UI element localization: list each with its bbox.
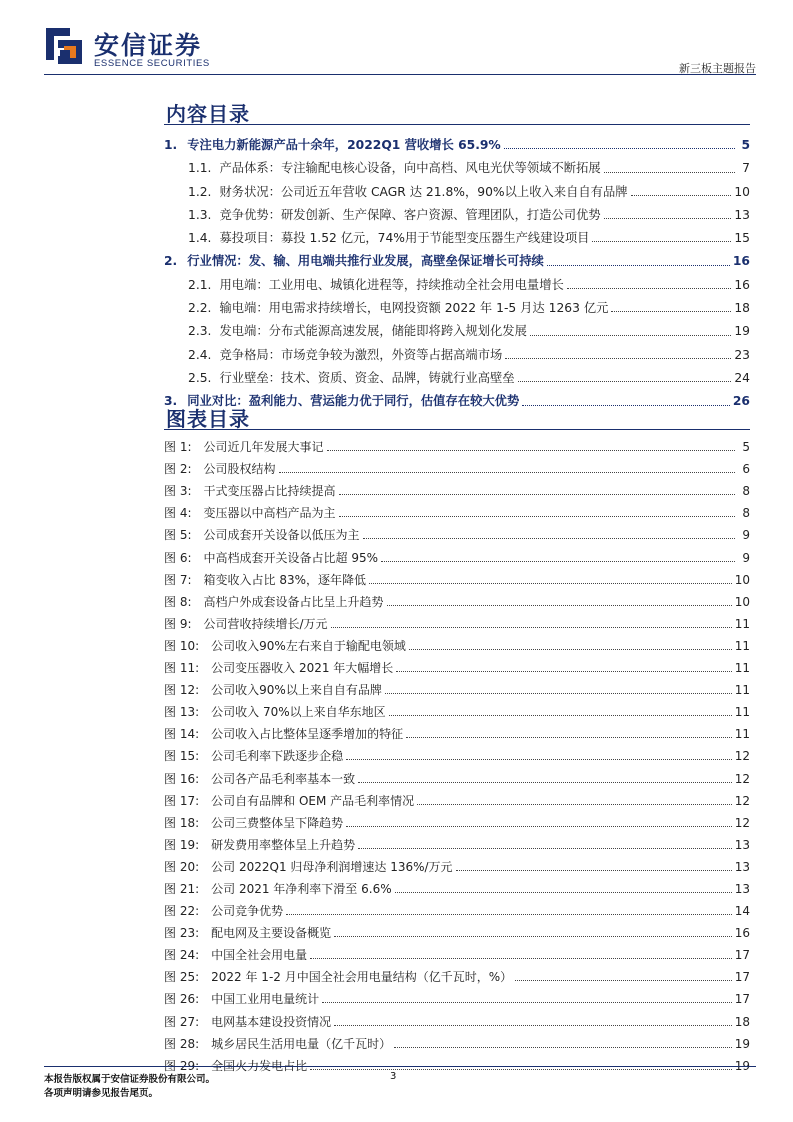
entry-page-number: 17: [734, 948, 750, 963]
entry-number: 图 17:: [164, 793, 200, 808]
logo-chinese-name: 安信证券: [94, 31, 203, 60]
dot-leader: [631, 195, 732, 196]
entry-number: 图 1:: [164, 440, 192, 455]
entry-page-number: 11: [734, 727, 750, 742]
entry-number: 2.: [164, 254, 178, 269]
entry-number: 图 25:: [164, 970, 200, 985]
entry-number: 图 16:: [164, 771, 200, 786]
entry-number: 2.5.: [188, 370, 212, 385]
essence-logo-icon: [44, 26, 84, 66]
toc-title: 内容目录: [166, 102, 250, 126]
entry-title: 城乡居民生活用电量（亿千瓦时）: [211, 1036, 392, 1051]
entry-page-number: 13: [734, 837, 750, 852]
entry-page-number: 15: [734, 231, 750, 246]
dot-leader: [331, 627, 732, 628]
dot-leader: [530, 335, 731, 336]
entry-page-number: 10: [734, 594, 750, 609]
entry-page-number: 19: [734, 1058, 750, 1073]
toc-subsection-entry[interactable]: [164, 268, 750, 291]
entry-page-number: 26: [732, 394, 750, 409]
entry-page-number: 9: [742, 550, 750, 565]
list-of-figures: [164, 431, 750, 1072]
entry-title: 公司收入 70%以上来自华东地区: [211, 705, 386, 720]
figure-list-entry[interactable]: [164, 475, 750, 497]
footer-divider: [44, 1066, 756, 1067]
toc-subsection-entry[interactable]: [164, 198, 750, 221]
entry-number: 图 4:: [164, 506, 192, 521]
entry-page-number: 12: [734, 749, 750, 764]
entry-number: 2.4.: [188, 347, 212, 362]
entry-page-number: 8: [742, 506, 750, 521]
entry-number: 图 5:: [164, 528, 192, 543]
toc-section-entry[interactable]: [164, 128, 750, 151]
entry-page-number: 10: [734, 184, 750, 199]
entry-number: 图 8:: [164, 594, 192, 609]
dot-leader: [522, 405, 730, 406]
entry-number: 图 9:: [164, 616, 192, 631]
entry-title: 箱变收入占比 83%，逐年降低: [203, 572, 366, 587]
figure-list-entry[interactable]: [164, 939, 750, 961]
dot-leader: [279, 472, 735, 473]
figure-list-entry[interactable]: [164, 917, 750, 939]
entry-number: 2.1.: [188, 277, 212, 292]
entry-title: 公司 2021 年净利率下滑至 6.6%: [211, 881, 392, 896]
entry-page-number: 12: [734, 771, 750, 786]
entry-title: 电网基本建设投资情况: [211, 1014, 332, 1029]
figure-list-entry[interactable]: [164, 652, 750, 674]
entry-page-number: 19: [734, 1036, 750, 1051]
figure-list-entry[interactable]: [164, 851, 750, 873]
entry-title: 公司收入占比整体呈逐季增加的特征: [211, 727, 404, 742]
entry-title: 公司 2022Q1 归母净利润增速达 136%/万元: [211, 859, 453, 874]
entry-title: 公司三费整体呈下降趋势: [211, 815, 344, 830]
entry-number: 图 10:: [164, 638, 200, 653]
figure-list-entry[interactable]: [164, 740, 750, 762]
entry-title: 竞争格局：市场竞争较为激烈，外资等占据高端市场: [219, 347, 503, 362]
dot-leader: [396, 671, 731, 672]
entry-title: 变压器以中高档产品为主: [203, 506, 336, 521]
figure-list-entry[interactable]: [164, 519, 750, 541]
entry-page-number: 11: [734, 683, 750, 698]
figure-list-entry[interactable]: [164, 541, 750, 563]
entry-title: 财务状况：公司近五年营收 CAGR 达 21.8%，90%以上收入来自自有品牌: [219, 184, 628, 199]
dot-leader: [339, 516, 735, 517]
dot-leader: [358, 782, 732, 783]
dot-leader: [381, 561, 735, 562]
entry-title: 研发费用率整体呈上升趋势: [211, 837, 356, 852]
entry-number: 图 7:: [164, 572, 192, 587]
toc-section-entry[interactable]: [164, 244, 750, 267]
entry-page-number: 17: [734, 970, 750, 985]
dot-leader: [286, 914, 732, 915]
entry-page-number: 12: [734, 793, 750, 808]
entry-title: 公司变压器收入 2021 年大幅增长: [211, 661, 394, 676]
entry-page-number: 10: [734, 572, 750, 587]
entry-number: 图 21:: [164, 881, 200, 896]
logo-english-name: ESSENCE SECURITIES: [94, 58, 210, 69]
entry-number: 2.2.: [188, 301, 212, 316]
entry-number: 图 23:: [164, 926, 200, 941]
entry-number: 图 26:: [164, 992, 200, 1007]
figure-list-entry[interactable]: [164, 873, 750, 895]
entry-page-number: 16: [732, 254, 750, 269]
entry-number: 图 18:: [164, 815, 200, 830]
dot-leader: [389, 715, 732, 716]
entry-page-number: 11: [734, 705, 750, 720]
dot-leader: [518, 381, 732, 382]
figure-list-entry[interactable]: [164, 807, 750, 829]
entry-page-number: 13: [734, 881, 750, 896]
dot-leader: [604, 218, 732, 219]
entry-number: 图 12:: [164, 683, 200, 698]
entry-page-number: 14: [734, 904, 750, 919]
entry-title: 产品体系：专注输配电核心设备，向中高档、风电光伏等领域不断拓展: [219, 161, 601, 176]
dot-leader: [385, 693, 732, 694]
entry-number: 图 3:: [164, 484, 192, 499]
figure-list-entry[interactable]: [164, 983, 750, 1005]
figure-list-entry[interactable]: [164, 608, 750, 630]
entry-number: 图 28:: [164, 1036, 200, 1051]
entry-title: 公司成套开关设备以低压为主: [203, 528, 360, 543]
dot-leader: [395, 892, 732, 893]
dot-leader: [417, 804, 732, 805]
figure-list-entry[interactable]: [164, 829, 750, 851]
dot-leader: [322, 1002, 732, 1003]
entry-page-number: 8: [742, 484, 750, 499]
entry-page-number: 13: [734, 859, 750, 874]
figure-list-entry[interactable]: [164, 453, 750, 475]
figure-list-entry[interactable]: [164, 1005, 750, 1027]
entry-title: 行业情况：发、输、用电端共推行业发展，高壁垒保证增长可持续: [187, 254, 544, 269]
toc-title-divider: [164, 124, 750, 125]
disclaimer-note: 各项声明请参见报告尾页。: [44, 1088, 159, 1099]
entry-page-number: 11: [734, 638, 750, 653]
dot-leader: [339, 494, 735, 495]
figure-list-entry[interactable]: [164, 497, 750, 519]
entry-number: 3.: [164, 394, 178, 409]
entry-title: 中国全社会用电量: [211, 948, 308, 963]
dot-leader: [409, 649, 732, 650]
dot-leader: [504, 148, 735, 149]
header-divider: [44, 74, 756, 75]
dot-leader: [334, 936, 732, 937]
dot-leader: [611, 311, 731, 312]
entry-number: 1.4.: [188, 231, 212, 246]
dot-leader: [358, 848, 732, 849]
entry-number: 图 19:: [164, 837, 200, 852]
dot-leader: [369, 583, 732, 584]
figure-list-entry[interactable]: [164, 785, 750, 807]
figure-list-entry[interactable]: [164, 1028, 750, 1050]
entry-page-number: 24: [734, 370, 750, 385]
entry-title: 公司收入90%以上来自自有品牌: [211, 683, 382, 698]
entry-page-number: 7: [742, 161, 750, 176]
entry-number: 1.3.: [188, 207, 212, 222]
entry-title: 公司各产品毛利率基本一致: [211, 771, 356, 786]
toc-subsection-entry[interactable]: [164, 291, 750, 314]
entry-page-number: 6: [742, 462, 750, 477]
entry-title: 竞争优势：研发创新、生产保障、客户资源、管理团队，打造公司优势: [219, 207, 601, 222]
figure-list-entry[interactable]: [164, 762, 750, 784]
toc-subsection-entry[interactable]: [164, 361, 750, 384]
figure-list-entry[interactable]: [164, 696, 750, 718]
figure-list-entry[interactable]: [164, 718, 750, 740]
entry-number: 1.2.: [188, 184, 212, 199]
entry-number: 图 15:: [164, 749, 200, 764]
toc-subsection-entry[interactable]: [164, 151, 750, 174]
dot-leader: [310, 1069, 732, 1070]
entry-page-number: 11: [734, 661, 750, 676]
dot-leader: [334, 1025, 732, 1026]
copyright-note: 本报告版权属于安信证券股份有限公司。: [44, 1074, 216, 1085]
entry-title: 发电端：分布式能源高速发展，储能即将跨入规划化发展: [219, 324, 527, 339]
entry-number: 图 22:: [164, 904, 200, 919]
figure-list-entry[interactable]: [164, 961, 750, 983]
entry-title: 2022 年 1-2 月中国全社会用电量结构（亿千瓦时，%）: [211, 970, 513, 985]
toc-subsection-entry[interactable]: [164, 175, 750, 198]
entry-page-number: 5: [742, 440, 750, 455]
entry-number: 1.: [164, 138, 178, 152]
dot-leader: [310, 958, 732, 959]
entry-title: 中高档成套开关设备占比超 95%: [203, 550, 378, 565]
entry-title: 公司营收持续增长/万元: [203, 616, 328, 631]
entry-title: 募投项目：募投 1.52 亿元，74%用于节能型变压器生产线建设项目: [219, 231, 590, 246]
entry-number: 1.1.: [188, 161, 212, 176]
entry-title: 公司自有品牌和 OEM 产品毛利率情况: [211, 793, 415, 808]
entry-page-number: 16: [734, 926, 750, 941]
entry-title: 配电网及主要设备概览: [211, 926, 332, 941]
entry-page-number: 18: [734, 1014, 750, 1029]
entry-title: 公司竞争优势: [211, 904, 284, 919]
entry-title: 干式变压器占比持续提高: [203, 484, 336, 499]
dot-leader: [387, 605, 732, 606]
figure-list-entry[interactable]: [164, 895, 750, 917]
dot-leader: [456, 870, 732, 871]
entry-number: 图 13:: [164, 705, 200, 720]
figures-title: 图表目录: [166, 407, 250, 431]
entry-number: 图 24:: [164, 948, 200, 963]
entry-page-number: 17: [734, 992, 750, 1007]
entry-title: 输电端：用电需求持续增长，电网投资额 2022 年 1-5 月达 1263 亿元: [219, 301, 609, 316]
entry-title: 公司毛利率下跌逐步企稳: [211, 749, 344, 764]
figure-list-entry[interactable]: [164, 1050, 750, 1072]
table-of-contents: [164, 128, 750, 408]
dot-leader: [346, 759, 732, 760]
entry-number: 图 14:: [164, 727, 200, 742]
dot-leader: [505, 358, 731, 359]
entry-page-number: 23: [734, 347, 750, 362]
toc-subsection-entry[interactable]: [164, 221, 750, 244]
entry-title: 用电端：工业用电、城镇化进程等，持续推动全社会用电量增长: [219, 277, 564, 292]
entry-page-number: 9: [742, 528, 750, 543]
dot-leader: [547, 265, 730, 266]
toc-subsection-entry[interactable]: [164, 338, 750, 361]
toc-section-entry[interactable]: [164, 384, 750, 407]
entry-page-number: 19: [734, 324, 750, 339]
entry-title: 高档户外成套设备占比呈上升趋势: [203, 594, 384, 609]
entry-number: 图 2:: [164, 462, 192, 477]
dot-leader: [394, 1047, 732, 1048]
entry-title: 公司近几年发展大事记: [203, 440, 324, 455]
entry-title: 同业对比：盈利能力、营运能力优于同行，估值存在较大优势: [187, 394, 520, 409]
entry-page-number: 11: [734, 616, 750, 631]
dot-leader: [567, 288, 732, 289]
entry-page-number: 16: [734, 277, 750, 292]
entry-number: 图 29:: [164, 1058, 200, 1073]
dot-leader: [592, 241, 731, 242]
entry-title: 行业壁垒：技术、资质、资金、品牌，铸就行业高壁垒: [219, 370, 515, 385]
report-type-label: 新三板主题报告: [679, 62, 756, 75]
entry-number: 图 27:: [164, 1014, 200, 1029]
page-header: [44, 22, 756, 78]
entry-title: 公司收入90%左右来自于输配电领域: [211, 638, 406, 653]
entry-title: 公司股权结构: [203, 462, 276, 477]
figure-list-entry[interactable]: [164, 674, 750, 696]
dot-leader: [604, 172, 735, 173]
dot-leader: [327, 450, 735, 451]
entry-title: 中国工业用电量统计: [211, 992, 320, 1007]
entry-title: 专注电力新能源产品十余年，2022Q1 营收增长 65.9%: [187, 138, 501, 152]
toc-subsection-entry[interactable]: [164, 314, 750, 337]
figure-list-entry[interactable]: [164, 586, 750, 608]
entry-page-number: 12: [734, 815, 750, 830]
entry-page-number: 13: [734, 207, 750, 222]
dot-leader: [346, 826, 732, 827]
entry-number: 图 6:: [164, 550, 192, 565]
dot-leader: [515, 980, 732, 981]
entry-title: 全国火力发电占比: [211, 1058, 308, 1073]
entry-number: 2.3.: [188, 324, 212, 339]
entry-page-number: 5: [741, 138, 750, 152]
dot-leader: [363, 538, 735, 539]
entry-page-number: 18: [734, 301, 750, 316]
figure-list-entry[interactable]: [164, 431, 750, 453]
figures-title-divider: [164, 429, 750, 430]
figure-list-entry[interactable]: [164, 564, 750, 586]
entry-number: 图 11:: [164, 661, 200, 676]
entry-number: 图 20:: [164, 859, 200, 874]
figure-list-entry[interactable]: [164, 630, 750, 652]
page-number: 3: [390, 1071, 397, 1082]
dot-leader: [406, 737, 732, 738]
